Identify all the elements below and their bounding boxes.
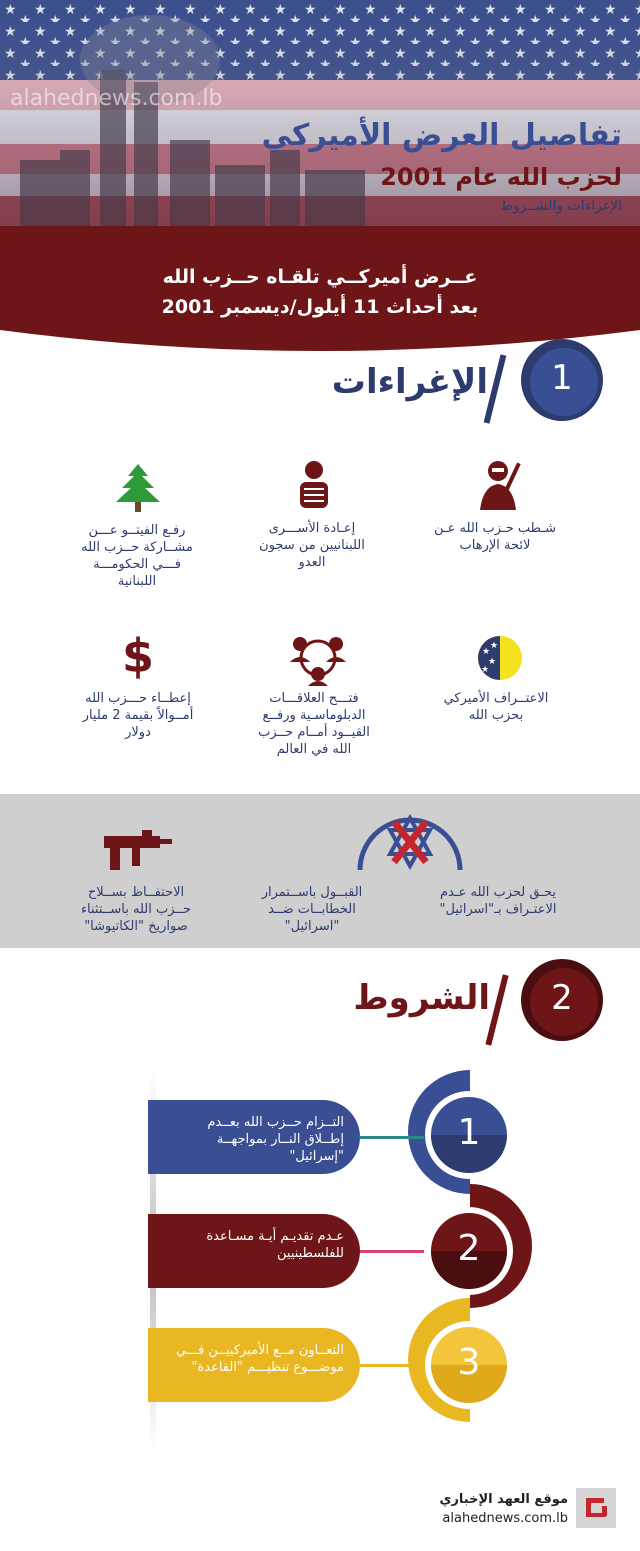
incentive-text: شـطب حـزب الله عـن لائحة الإرهاب (433, 521, 557, 553)
condition-number: 3 (457, 1342, 481, 1383)
section2-title: الشروط (353, 978, 490, 1018)
people-network-icon (290, 634, 346, 686)
svg-text:★: ★ (481, 665, 490, 675)
incentive-text: فتـــح العلاقـــات الدبلوماسـية ورفــع القيــود أمــام حــزب الله في العالم (258, 691, 370, 757)
crossed-star-icon (354, 812, 466, 874)
footer-site-url[interactable]: alahednews.com.lb (442, 1511, 568, 1526)
masked-gunman-icon (475, 456, 525, 512)
condition-number-badge (424, 1206, 514, 1296)
section2-number: 2 (551, 978, 573, 1018)
page-subtitle: لحزب الله عام 2001 (380, 163, 622, 191)
connector-line (360, 1364, 424, 1367)
prisoner-icon (294, 458, 334, 514)
condition-number: 1 (457, 1112, 481, 1153)
condition-number: 2 (457, 1228, 481, 1269)
section1-number-badge (520, 338, 604, 422)
svg-text:★: ★ (488, 657, 497, 667)
watermark: alahednews.com.lb (10, 86, 223, 111)
section1-title: الإغراءات (331, 362, 488, 402)
svg-text:$: $ (122, 630, 154, 680)
section1-number: 1 (551, 358, 573, 398)
incentive-text: إعـادة الأســـرى اللبنانيين من سجون العدو (259, 521, 365, 570)
us-recognition-icon (476, 634, 524, 682)
incentive-text: القبــول باســتمرار الخطابــات ضــد "اسرائيل" (261, 885, 363, 934)
footer-site-name: موقع العهد الإخباري (439, 1492, 568, 1507)
incentive-text: يحـق لحزب الله عـدم الاعتـراف بـ"اسرائيل" (439, 885, 557, 917)
connector-line (360, 1136, 424, 1139)
banner-line-2: بعد أحداث 11 أيلول/ديسمبر 2001 (161, 296, 479, 318)
cedar-icon (114, 462, 162, 514)
page-title: تفاصيل العرض الأميركي (261, 118, 622, 153)
connector-line (360, 1250, 424, 1253)
incentive-text: رفـع الفيتــو عـــن مشــاركة حــزب الله فـــي الحكومـــة اللبنانية (81, 523, 193, 589)
condition-text: عـدم تقديـم أيـة مسـاعدة للفلسطينيين (148, 1214, 360, 1288)
site-logo (576, 1488, 616, 1528)
page-tagline: الإغراءات والشــروط (500, 198, 622, 214)
section2-number-badge (520, 958, 604, 1042)
condition-text: التعــاون مــع الأميركييــن فـــي موضـــوع تنظيـــم "القاعدة" (148, 1328, 360, 1402)
incentive-text: الاحتفــاظ بســلاح حــزب الله باســتثناء صواريخ "الكاتيوشا" (80, 885, 192, 934)
incentive-text: الاعتــراف الأميركي بحزب الله (443, 691, 549, 723)
svg-text:★: ★ (490, 641, 499, 651)
dollar-icon (120, 630, 154, 680)
condition-number-badge (424, 1090, 514, 1180)
svg-text:★: ★ (482, 647, 491, 657)
condition-text: التــزام حــزب الله بعــدم إطــلاق النــار بمواجهــة "إسرائيل" (148, 1100, 360, 1174)
gun-icon (104, 828, 172, 872)
condition-number-badge (424, 1320, 514, 1410)
banner-line-1: عــرض أميركــي تلقـاه حــزب الله (162, 266, 478, 288)
incentive-text: إعطــاء حـــزب الله أمــوالاً بقيمة 2 مليار دولار (82, 691, 194, 740)
